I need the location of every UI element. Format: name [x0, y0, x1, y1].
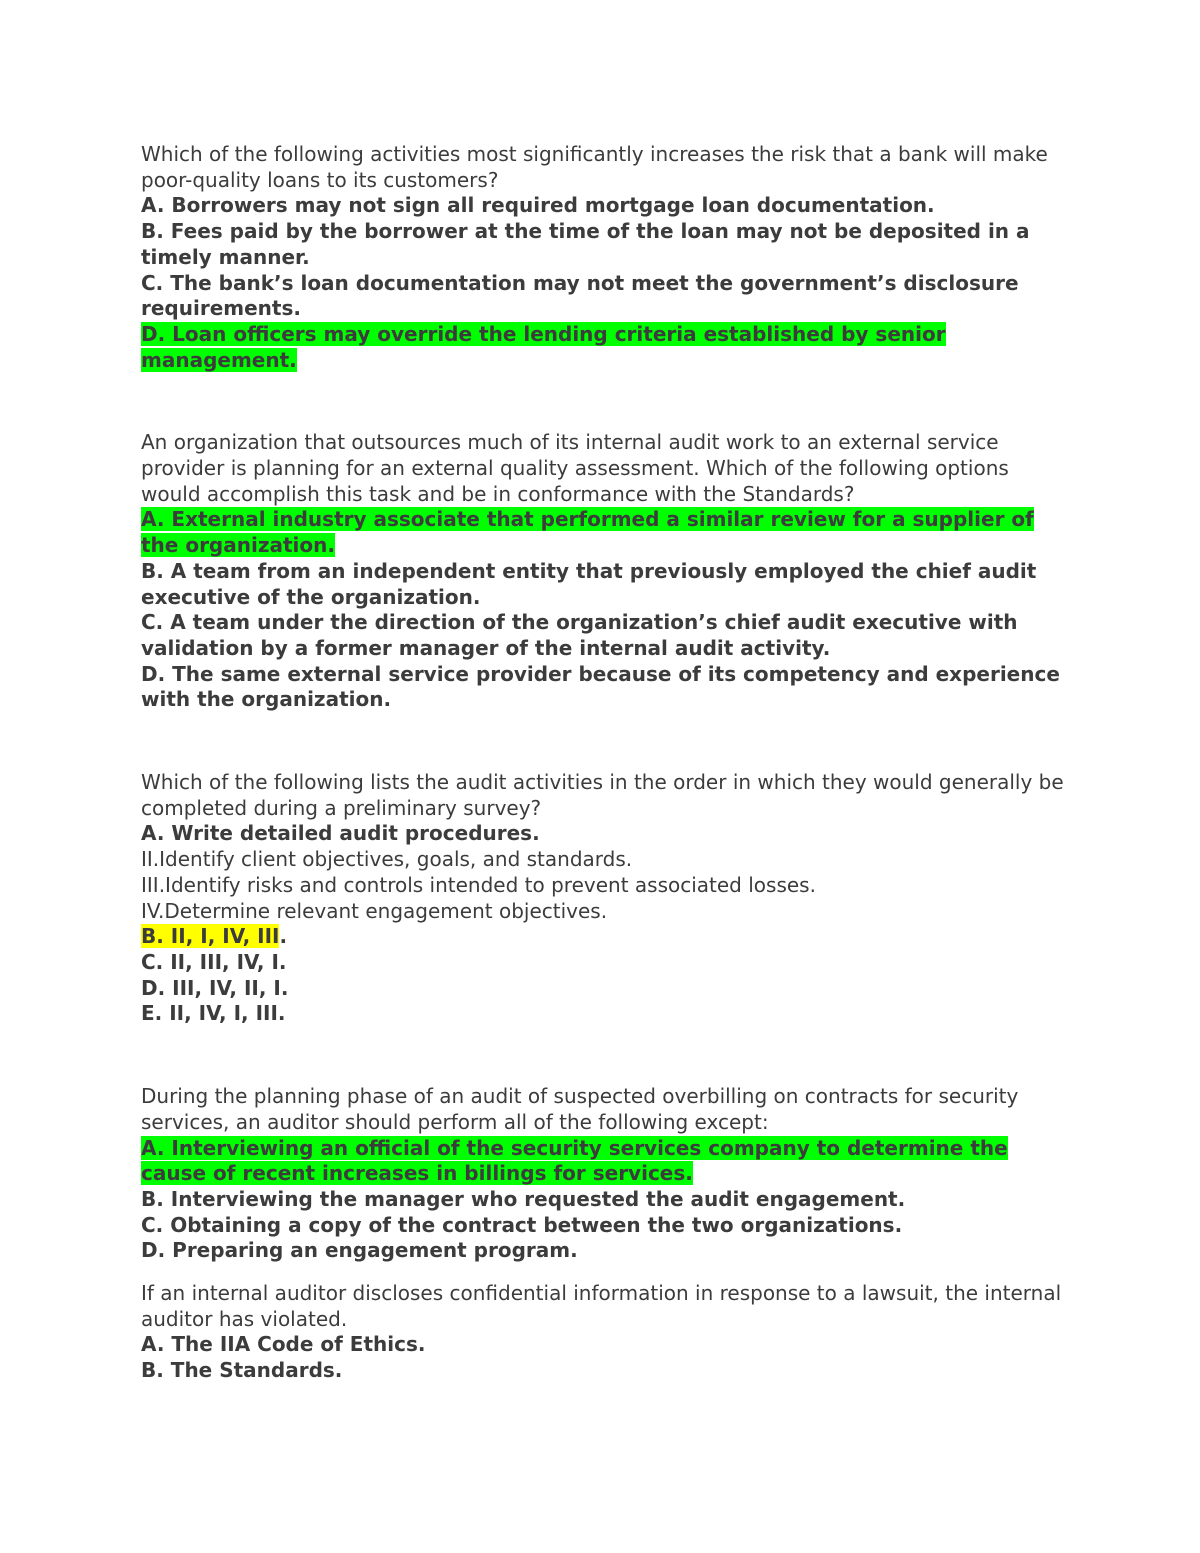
document-page — [141, 142, 1071, 1384]
highlighted-answer: B. II, I, IV, III — [141, 924, 280, 949]
answer-option-b: B. Fees paid by the borrower at the time of the loan may not be deposited in a timely manner. — [141, 219, 1030, 269]
answer-option-e: E. II, IV, I, III. — [141, 1001, 286, 1026]
answer-option-a: A. The IIA Code of Ethics. — [141, 1332, 426, 1357]
question-stem: During the planning phase of an audit of suspected overbilling on contracts for security services, an auditor should perform all of the following except: — [141, 1084, 1019, 1134]
highlighted-answer: A. External industry associate that performed a similar review for a supplier of the organization. — [141, 507, 1034, 558]
question-stem: Which of the following lists the audit activities in the order in which they would generally be completed during a preliminary survey? — [141, 770, 1064, 820]
list-item-iii: III.Identify risks and controls intended to prevent associated losses. — [141, 872, 816, 897]
answer-option-b: B. The Standards. — [141, 1358, 343, 1383]
question-stem: An organization that outsources much of its internal audit work to an external service provider is planning for an external quality assessment. Which of the following options would accomplish this task and be in conformance with the Standards? — [141, 430, 1009, 506]
list-item-iv: IV.Determine relevant engagement objectives. — [141, 898, 608, 923]
answer-option-b: B. A team from an independent entity that previously employed the chief audit executive of the organization. — [141, 558, 1037, 609]
answer-option-c: C. Obtaining a copy of the contract between the two organizations. — [141, 1212, 903, 1237]
question-3 — [141, 770, 1071, 1027]
answer-option-d: D. Preparing an engagement program. — [141, 1238, 578, 1263]
answer-option-a: A. Borrowers may not sign all required mortgage loan documentation. — [141, 193, 935, 218]
highlighted-answer: D. Loan officers may override the lending criteria established by senior management. — [141, 321, 946, 372]
answer-option-c: C. The bank’s loan documentation may not meet the government’s disclosure requirements. — [141, 270, 1019, 321]
question-2 — [141, 430, 1071, 713]
answer-option-b: B. Interviewing the manager who requested the audit engagement. — [141, 1186, 906, 1211]
highlighted-answer: A. Interviewing an official of the security services company to determine the cause of recent increases in billings for services. — [141, 1135, 1008, 1186]
answer-option-d-correct — [141, 322, 1071, 373]
answer-option-d: D. The same external service provider because of its competency and experience with the organization. — [141, 661, 1060, 712]
list-item-ii: II.Identify client objectives, goals, and standards. — [141, 847, 633, 872]
question-5 — [141, 1281, 1071, 1384]
answer-option-d: D. III, IV, II, I. — [141, 975, 289, 1000]
answer-option-a: A. Write detailed audit procedures. — [141, 821, 540, 846]
trailing-period: . — [279, 924, 288, 949]
question-4 — [141, 1084, 1071, 1264]
question-1 — [141, 142, 1071, 373]
answer-option-a-correct — [141, 1136, 1071, 1187]
question-stem: Which of the following activities most significantly increases the risk that a bank will make poor-quality loans to its customers? — [141, 142, 1048, 192]
question-stem: If an internal auditor discloses confidential information in response to a lawsuit, the internal auditor has violated. — [141, 1281, 1062, 1331]
answer-option-c: C. II, III, IV, I. — [141, 949, 287, 974]
answer-option-c: C. A team under the direction of the organization’s chief audit executive with validation by a former manager of the internal audit activity. — [141, 610, 1018, 660]
answer-option-a-correct — [141, 507, 1071, 558]
answer-option-b-correct — [141, 924, 1071, 950]
